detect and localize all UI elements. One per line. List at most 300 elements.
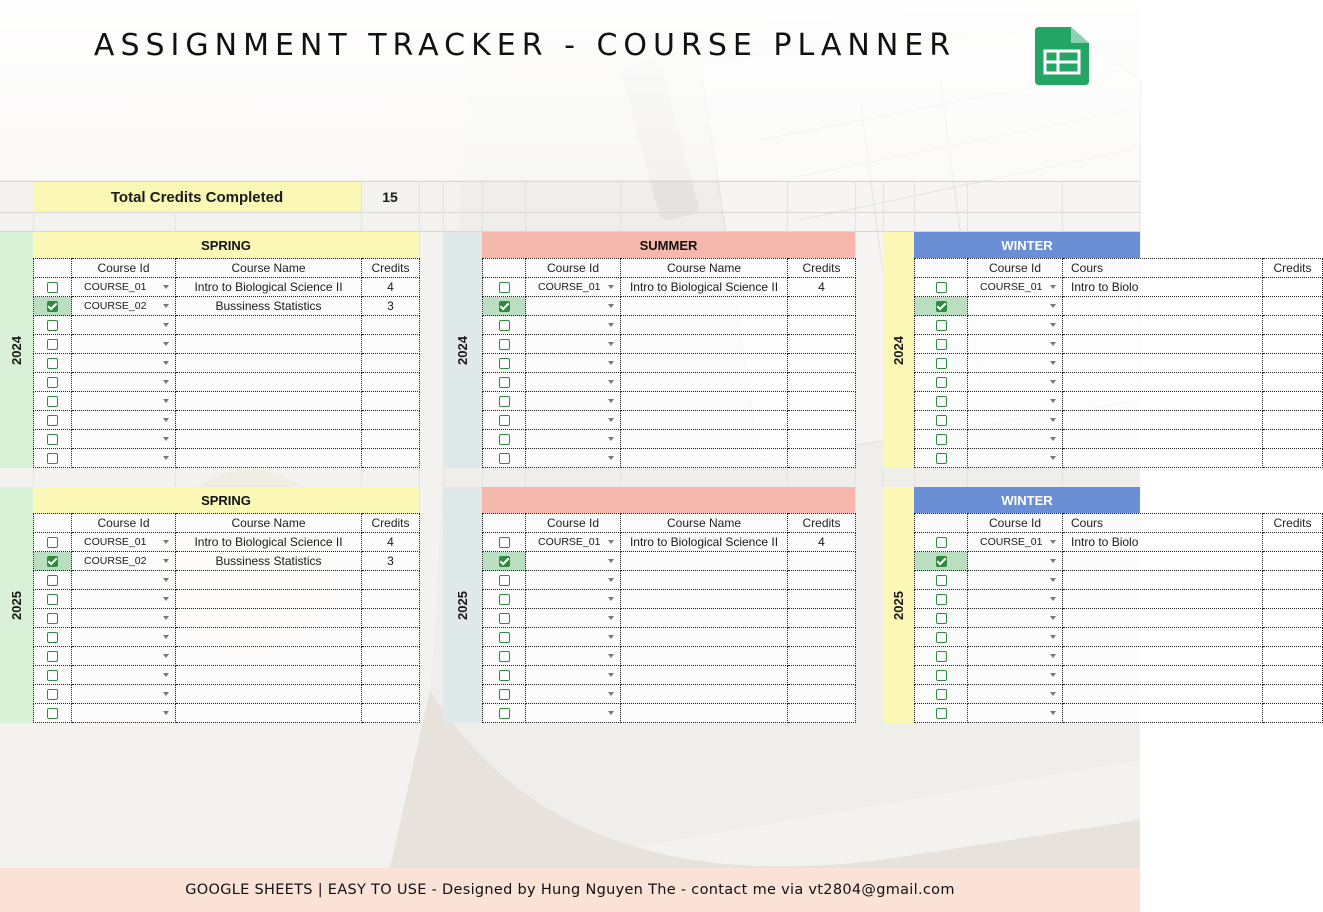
course-name-cell[interactable] <box>1063 590 1263 609</box>
course-id-dropdown[interactable] <box>968 685 1063 704</box>
completed-checkbox[interactable] <box>936 632 947 643</box>
dropdown-arrow-icon[interactable] <box>608 323 614 327</box>
course-id-dropdown[interactable] <box>526 647 621 666</box>
course-name-cell[interactable]: Intro to Biological Science II <box>621 533 788 552</box>
completed-checkbox[interactable] <box>47 575 58 586</box>
credits-cell[interactable] <box>1263 278 1323 297</box>
course-name-cell[interactable] <box>621 430 788 449</box>
credits-cell[interactable] <box>788 392 856 411</box>
course-name-cell[interactable] <box>1063 647 1263 666</box>
credits-cell[interactable] <box>362 449 420 468</box>
course-name-cell[interactable] <box>621 392 788 411</box>
credits-cell[interactable] <box>1263 411 1323 430</box>
course-id-dropdown[interactable] <box>526 609 621 628</box>
course-id-dropdown[interactable] <box>968 373 1063 392</box>
credits-cell[interactable] <box>1263 335 1323 354</box>
dropdown-arrow-icon[interactable] <box>1050 437 1056 441</box>
course-id-dropdown[interactable] <box>526 685 621 704</box>
credits-cell[interactable] <box>1263 430 1323 449</box>
course-id-dropdown[interactable] <box>968 628 1063 647</box>
credits-cell[interactable] <box>788 571 856 590</box>
credits-cell[interactable] <box>362 685 420 704</box>
credits-cell[interactable] <box>362 373 420 392</box>
course-name-cell[interactable] <box>621 335 788 354</box>
dropdown-arrow-icon[interactable] <box>163 711 169 715</box>
course-id-dropdown[interactable] <box>968 609 1063 628</box>
completed-checkbox[interactable] <box>47 339 58 350</box>
dropdown-arrow-icon[interactable] <box>608 616 614 620</box>
dropdown-arrow-icon[interactable] <box>608 380 614 384</box>
credits-cell[interactable] <box>1263 533 1323 552</box>
completed-checkbox[interactable] <box>936 339 947 350</box>
course-id-dropdown[interactable] <box>72 373 176 392</box>
course-id-dropdown[interactable] <box>968 392 1063 411</box>
credits-cell[interactable] <box>362 647 420 666</box>
dropdown-arrow-icon[interactable] <box>163 418 169 422</box>
credits-cell[interactable] <box>788 316 856 335</box>
completed-checkbox[interactable] <box>47 282 58 293</box>
course-id-dropdown[interactable] <box>526 335 621 354</box>
dropdown-arrow-icon[interactable] <box>1050 540 1056 544</box>
credits-cell[interactable] <box>788 354 856 373</box>
dropdown-arrow-icon[interactable] <box>163 540 169 544</box>
completed-checkbox[interactable] <box>936 358 947 369</box>
completed-checkbox[interactable] <box>499 453 510 464</box>
completed-checkbox[interactable] <box>499 339 510 350</box>
dropdown-arrow-icon[interactable] <box>1050 399 1056 403</box>
course-id-dropdown[interactable] <box>526 571 621 590</box>
dropdown-arrow-icon[interactable] <box>163 654 169 658</box>
completed-checkbox[interactable] <box>499 396 510 407</box>
dropdown-arrow-icon[interactable] <box>1050 711 1056 715</box>
credits-cell[interactable] <box>1263 552 1323 571</box>
dropdown-arrow-icon[interactable] <box>608 635 614 639</box>
completed-checkbox[interactable] <box>936 320 947 331</box>
course-id-dropdown[interactable] <box>72 666 176 685</box>
dropdown-arrow-icon[interactable] <box>608 692 614 696</box>
course-id-dropdown[interactable] <box>968 335 1063 354</box>
course-id-dropdown[interactable] <box>526 552 621 571</box>
course-name-cell[interactable] <box>621 628 788 647</box>
dropdown-arrow-icon[interactable] <box>163 399 169 403</box>
credits-cell[interactable] <box>362 628 420 647</box>
course-name-cell[interactable] <box>176 354 362 373</box>
dropdown-arrow-icon[interactable] <box>163 673 169 677</box>
completed-checkbox[interactable] <box>499 377 510 388</box>
course-name-cell[interactable] <box>176 571 362 590</box>
course-id-dropdown[interactable] <box>968 430 1063 449</box>
completed-checkbox[interactable] <box>47 556 58 567</box>
completed-checkbox[interactable] <box>47 301 58 312</box>
dropdown-arrow-icon[interactable] <box>608 559 614 563</box>
course-name-cell[interactable] <box>176 666 362 685</box>
credits-cell[interactable] <box>1263 316 1323 335</box>
completed-checkbox[interactable] <box>499 613 510 624</box>
dropdown-arrow-icon[interactable] <box>608 597 614 601</box>
credits-cell[interactable] <box>362 666 420 685</box>
course-name-cell[interactable] <box>176 647 362 666</box>
completed-checkbox[interactable] <box>936 556 947 567</box>
completed-checkbox[interactable] <box>499 689 510 700</box>
dropdown-arrow-icon[interactable] <box>163 323 169 327</box>
completed-checkbox[interactable] <box>499 556 510 567</box>
completed-checkbox[interactable] <box>499 415 510 426</box>
course-name-cell[interactable] <box>176 373 362 392</box>
course-id-dropdown[interactable] <box>526 392 621 411</box>
completed-checkbox[interactable] <box>47 670 58 681</box>
credits-cell[interactable] <box>1263 571 1323 590</box>
credits-cell[interactable]: 4 <box>362 278 420 297</box>
completed-checkbox[interactable] <box>499 282 510 293</box>
completed-checkbox[interactable] <box>47 434 58 445</box>
course-id-dropdown[interactable] <box>72 335 176 354</box>
credits-cell[interactable] <box>1263 449 1323 468</box>
course-name-cell[interactable] <box>621 666 788 685</box>
course-name-cell[interactable] <box>176 628 362 647</box>
credits-cell[interactable] <box>1263 609 1323 628</box>
dropdown-arrow-icon[interactable] <box>163 380 169 384</box>
course-name-cell[interactable] <box>1063 411 1263 430</box>
course-name-cell[interactable] <box>621 685 788 704</box>
credits-cell[interactable] <box>788 666 856 685</box>
course-name-cell[interactable] <box>621 647 788 666</box>
credits-cell[interactable] <box>788 411 856 430</box>
course-name-cell[interactable] <box>1063 552 1263 571</box>
dropdown-arrow-icon[interactable] <box>608 342 614 346</box>
completed-checkbox[interactable] <box>47 632 58 643</box>
course-name-cell[interactable] <box>621 411 788 430</box>
credits-cell[interactable] <box>788 297 856 316</box>
completed-checkbox[interactable] <box>499 358 510 369</box>
course-name-cell[interactable]: Intro to Biological Science II <box>176 278 362 297</box>
course-id-dropdown[interactable] <box>72 316 176 335</box>
dropdown-arrow-icon[interactable] <box>163 616 169 620</box>
dropdown-arrow-icon[interactable] <box>608 285 614 289</box>
course-name-cell[interactable] <box>621 316 788 335</box>
dropdown-arrow-icon[interactable] <box>608 361 614 365</box>
course-id-dropdown[interactable] <box>968 354 1063 373</box>
credits-cell[interactable]: 4 <box>788 533 856 552</box>
course-name-cell[interactable] <box>1063 449 1263 468</box>
credits-cell[interactable] <box>1263 297 1323 316</box>
credits-cell[interactable] <box>1263 354 1323 373</box>
course-id-dropdown[interactable] <box>526 628 621 647</box>
dropdown-arrow-icon[interactable] <box>163 361 169 365</box>
dropdown-arrow-icon[interactable] <box>163 437 169 441</box>
dropdown-arrow-icon[interactable] <box>1050 692 1056 696</box>
course-name-cell[interactable] <box>1063 571 1263 590</box>
course-id-dropdown[interactable] <box>72 411 176 430</box>
completed-checkbox[interactable] <box>936 689 947 700</box>
dropdown-arrow-icon[interactable] <box>163 559 169 563</box>
course-name-cell[interactable]: Intro to Biological Science II <box>176 533 362 552</box>
course-name-cell[interactable]: Bussiness Statistics <box>176 552 362 571</box>
completed-checkbox[interactable] <box>499 320 510 331</box>
course-id-dropdown[interactable] <box>526 430 621 449</box>
course-name-cell[interactable] <box>621 609 788 628</box>
credits-cell[interactable]: 4 <box>362 533 420 552</box>
credits-cell[interactable] <box>362 590 420 609</box>
credits-cell[interactable]: 3 <box>362 552 420 571</box>
course-id-dropdown[interactable] <box>72 354 176 373</box>
course-id-dropdown[interactable] <box>72 297 176 316</box>
credits-cell[interactable] <box>788 685 856 704</box>
course-name-cell[interactable] <box>176 392 362 411</box>
dropdown-arrow-icon[interactable] <box>163 304 169 308</box>
course-id-dropdown[interactable] <box>968 552 1063 571</box>
course-id-dropdown[interactable] <box>968 316 1063 335</box>
course-id-dropdown[interactable] <box>968 278 1063 297</box>
completed-checkbox[interactable] <box>936 301 947 312</box>
course-id-dropdown[interactable] <box>526 666 621 685</box>
dropdown-arrow-icon[interactable] <box>608 418 614 422</box>
credits-cell[interactable] <box>1263 704 1323 723</box>
course-name-cell[interactable]: Bussiness Statistics <box>176 297 362 316</box>
course-id-dropdown[interactable] <box>72 533 176 552</box>
completed-checkbox[interactable] <box>499 301 510 312</box>
dropdown-arrow-icon[interactable] <box>608 540 614 544</box>
dropdown-arrow-icon[interactable] <box>163 285 169 289</box>
course-id-dropdown[interactable] <box>72 590 176 609</box>
dropdown-arrow-icon[interactable] <box>1050 559 1056 563</box>
credits-cell[interactable] <box>1263 666 1323 685</box>
credits-cell[interactable] <box>788 628 856 647</box>
dropdown-arrow-icon[interactable] <box>1050 285 1056 289</box>
credits-cell[interactable] <box>1263 628 1323 647</box>
completed-checkbox[interactable] <box>47 594 58 605</box>
credits-cell[interactable] <box>788 590 856 609</box>
course-id-dropdown[interactable] <box>968 411 1063 430</box>
course-name-cell[interactable] <box>621 297 788 316</box>
completed-checkbox[interactable] <box>936 453 947 464</box>
course-name-cell[interactable] <box>1063 628 1263 647</box>
completed-checkbox[interactable] <box>936 415 947 426</box>
credits-cell[interactable] <box>788 449 856 468</box>
completed-checkbox[interactable] <box>936 396 947 407</box>
credits-cell[interactable] <box>1263 373 1323 392</box>
credits-cell[interactable] <box>1263 647 1323 666</box>
completed-checkbox[interactable] <box>47 689 58 700</box>
completed-checkbox[interactable] <box>936 613 947 624</box>
course-id-dropdown[interactable] <box>968 666 1063 685</box>
course-id-dropdown[interactable] <box>526 297 621 316</box>
credits-cell[interactable] <box>362 316 420 335</box>
course-id-dropdown[interactable] <box>72 392 176 411</box>
total-credits-value[interactable]: 15 <box>382 189 398 205</box>
completed-checkbox[interactable] <box>499 670 510 681</box>
course-name-cell[interactable]: Intro to Biological Science II <box>621 278 788 297</box>
credits-cell[interactable] <box>362 411 420 430</box>
dropdown-arrow-icon[interactable] <box>163 456 169 460</box>
course-id-dropdown[interactable] <box>72 628 176 647</box>
course-name-cell[interactable] <box>1063 392 1263 411</box>
completed-checkbox[interactable] <box>47 377 58 388</box>
dropdown-arrow-icon[interactable] <box>163 597 169 601</box>
course-id-dropdown[interactable] <box>968 647 1063 666</box>
credits-cell[interactable]: 4 <box>788 278 856 297</box>
dropdown-arrow-icon[interactable] <box>608 399 614 403</box>
course-id-dropdown[interactable] <box>968 590 1063 609</box>
course-id-dropdown[interactable] <box>526 590 621 609</box>
course-id-dropdown[interactable] <box>72 609 176 628</box>
completed-checkbox[interactable] <box>499 575 510 586</box>
dropdown-arrow-icon[interactable] <box>1050 616 1056 620</box>
course-id-dropdown[interactable] <box>72 647 176 666</box>
dropdown-arrow-icon[interactable] <box>1050 342 1056 346</box>
credits-cell[interactable] <box>788 373 856 392</box>
course-id-dropdown[interactable] <box>968 533 1063 552</box>
course-name-cell[interactable] <box>176 430 362 449</box>
credits-cell[interactable] <box>362 430 420 449</box>
completed-checkbox[interactable] <box>47 320 58 331</box>
dropdown-arrow-icon[interactable] <box>1050 418 1056 422</box>
course-id-dropdown[interactable] <box>526 316 621 335</box>
completed-checkbox[interactable] <box>499 537 510 548</box>
dropdown-arrow-icon[interactable] <box>608 673 614 677</box>
course-id-dropdown[interactable] <box>526 354 621 373</box>
course-name-cell[interactable] <box>1063 666 1263 685</box>
dropdown-arrow-icon[interactable] <box>163 342 169 346</box>
course-id-dropdown[interactable] <box>72 449 176 468</box>
completed-checkbox[interactable] <box>499 632 510 643</box>
course-id-dropdown[interactable] <box>968 571 1063 590</box>
course-name-cell[interactable] <box>176 335 362 354</box>
course-name-cell[interactable] <box>1063 354 1263 373</box>
dropdown-arrow-icon[interactable] <box>1050 654 1056 658</box>
course-id-dropdown[interactable] <box>968 704 1063 723</box>
course-name-cell[interactable]: Intro to Biolo <box>1063 533 1263 552</box>
completed-checkbox[interactable] <box>47 613 58 624</box>
dropdown-arrow-icon[interactable] <box>608 437 614 441</box>
completed-checkbox[interactable] <box>936 670 947 681</box>
credits-cell[interactable] <box>788 430 856 449</box>
dropdown-arrow-icon[interactable] <box>608 711 614 715</box>
course-name-cell[interactable] <box>176 411 362 430</box>
credits-cell[interactable] <box>788 552 856 571</box>
course-name-cell[interactable] <box>1063 335 1263 354</box>
dropdown-arrow-icon[interactable] <box>1050 673 1056 677</box>
completed-checkbox[interactable] <box>936 434 947 445</box>
completed-checkbox[interactable] <box>936 651 947 662</box>
course-name-cell[interactable] <box>176 704 362 723</box>
course-name-cell[interactable] <box>1063 685 1263 704</box>
dropdown-arrow-icon[interactable] <box>1050 578 1056 582</box>
dropdown-arrow-icon[interactable] <box>608 578 614 582</box>
credits-cell[interactable] <box>1263 590 1323 609</box>
course-id-dropdown[interactable] <box>526 373 621 392</box>
dropdown-arrow-icon[interactable] <box>163 635 169 639</box>
completed-checkbox[interactable] <box>47 537 58 548</box>
course-name-cell[interactable] <box>1063 609 1263 628</box>
completed-checkbox[interactable] <box>47 415 58 426</box>
completed-checkbox[interactable] <box>936 282 947 293</box>
course-id-dropdown[interactable] <box>526 411 621 430</box>
credits-cell[interactable] <box>362 704 420 723</box>
credits-cell[interactable]: 3 <box>362 297 420 316</box>
completed-checkbox[interactable] <box>936 575 947 586</box>
completed-checkbox[interactable] <box>47 651 58 662</box>
course-id-dropdown[interactable] <box>72 278 176 297</box>
course-name-cell[interactable] <box>176 590 362 609</box>
dropdown-arrow-icon[interactable] <box>1050 597 1056 601</box>
dropdown-arrow-icon[interactable] <box>1050 323 1056 327</box>
dropdown-arrow-icon[interactable] <box>163 692 169 696</box>
dropdown-arrow-icon[interactable] <box>163 578 169 582</box>
completed-checkbox[interactable] <box>47 708 58 719</box>
credits-cell[interactable] <box>788 704 856 723</box>
course-name-cell[interactable] <box>1063 430 1263 449</box>
course-id-dropdown[interactable] <box>968 449 1063 468</box>
course-name-cell[interactable] <box>621 354 788 373</box>
completed-checkbox[interactable] <box>936 708 947 719</box>
completed-checkbox[interactable] <box>499 651 510 662</box>
course-name-cell[interactable] <box>1063 373 1263 392</box>
course-name-cell[interactable] <box>176 316 362 335</box>
completed-checkbox[interactable] <box>47 453 58 464</box>
course-id-dropdown[interactable] <box>968 297 1063 316</box>
course-name-cell[interactable] <box>621 571 788 590</box>
course-id-dropdown[interactable] <box>72 685 176 704</box>
credits-cell[interactable] <box>788 609 856 628</box>
course-id-dropdown[interactable] <box>72 571 176 590</box>
course-id-dropdown[interactable] <box>526 533 621 552</box>
completed-checkbox[interactable] <box>47 396 58 407</box>
completed-checkbox[interactable] <box>499 434 510 445</box>
credits-cell[interactable] <box>788 335 856 354</box>
completed-checkbox[interactable] <box>47 358 58 369</box>
course-name-cell[interactable] <box>621 373 788 392</box>
credits-cell[interactable] <box>362 609 420 628</box>
credits-cell[interactable] <box>362 392 420 411</box>
course-name-cell[interactable] <box>1063 297 1263 316</box>
course-name-cell[interactable] <box>176 449 362 468</box>
credits-cell[interactable] <box>362 335 420 354</box>
course-name-cell[interactable] <box>621 449 788 468</box>
dropdown-arrow-icon[interactable] <box>1050 380 1056 384</box>
completed-checkbox[interactable] <box>936 594 947 605</box>
course-id-dropdown[interactable] <box>526 704 621 723</box>
dropdown-arrow-icon[interactable] <box>1050 304 1056 308</box>
dropdown-arrow-icon[interactable] <box>1050 635 1056 639</box>
completed-checkbox[interactable] <box>936 537 947 548</box>
course-name-cell[interactable] <box>621 590 788 609</box>
completed-checkbox[interactable] <box>499 708 510 719</box>
completed-checkbox[interactable] <box>936 377 947 388</box>
dropdown-arrow-icon[interactable] <box>1050 456 1056 460</box>
course-id-dropdown[interactable] <box>526 449 621 468</box>
course-name-cell[interactable] <box>176 609 362 628</box>
course-name-cell[interactable] <box>176 685 362 704</box>
credits-cell[interactable] <box>788 647 856 666</box>
course-name-cell[interactable]: Intro to Biolo <box>1063 278 1263 297</box>
dropdown-arrow-icon[interactable] <box>1050 361 1056 365</box>
dropdown-arrow-icon[interactable] <box>608 456 614 460</box>
dropdown-arrow-icon[interactable] <box>608 304 614 308</box>
credits-cell[interactable] <box>362 354 420 373</box>
course-id-dropdown[interactable] <box>526 278 621 297</box>
course-id-dropdown[interactable] <box>72 552 176 571</box>
course-name-cell[interactable] <box>621 704 788 723</box>
completed-checkbox[interactable] <box>499 594 510 605</box>
course-name-cell[interactable] <box>1063 316 1263 335</box>
course-id-dropdown[interactable] <box>72 430 176 449</box>
credits-cell[interactable] <box>1263 685 1323 704</box>
course-name-cell[interactable] <box>1063 704 1263 723</box>
course-name-cell[interactable] <box>621 552 788 571</box>
course-id-dropdown[interactable] <box>72 704 176 723</box>
dropdown-arrow-icon[interactable] <box>608 654 614 658</box>
credits-cell[interactable] <box>1263 392 1323 411</box>
